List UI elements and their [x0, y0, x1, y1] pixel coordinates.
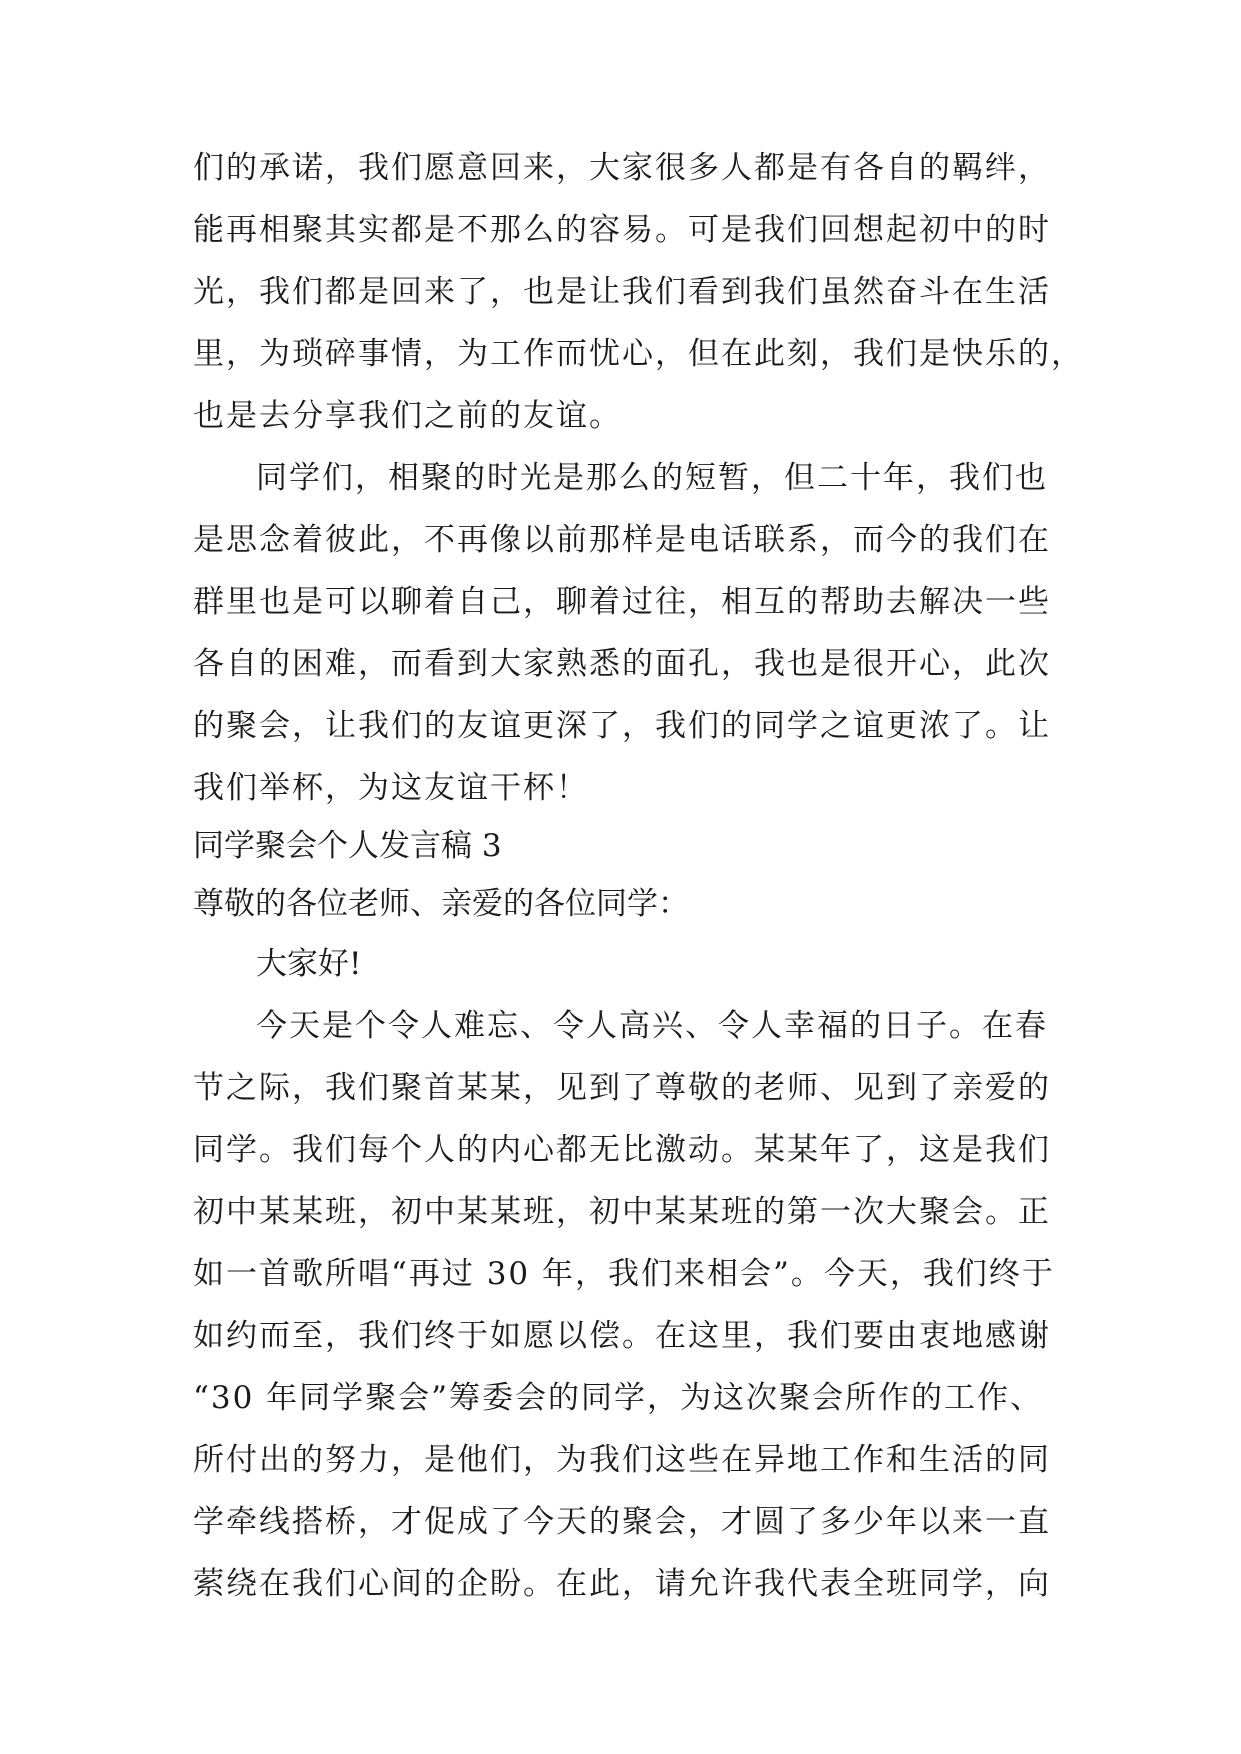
salutation: 尊敬的各位老师、亲爱的各位同学： — [193, 886, 689, 922]
text-line: 同学们，相聚的时光是那么的短暂，但二十年，我们也 — [256, 460, 1048, 496]
text-line: 们的承诺，我们愿意回来，大家很多人都是有各自的羁绊， — [193, 150, 1051, 186]
text-line: 节之际，我们聚首某某，见到了尊敬的老师、见到了亲爱的 — [193, 1070, 1051, 1106]
text-line: 光，我们都是回来了，也是让我们看到我们虽然奋斗在生活 — [193, 274, 1051, 310]
text-line: 同学。我们每个人的内心都无比激动。某某年了，这是我们 — [193, 1132, 1051, 1168]
text-line: 如约而至，我们终于如愿以偿。在这里，我们要由衷地感谢 — [193, 1318, 1051, 1354]
section-title: 同学聚会个人发言稿 3 — [193, 828, 502, 864]
text-line: 我们举杯，为这友谊干杯！ — [193, 770, 589, 806]
text-line: 能再相聚其实都是不那么的容易。可是我们回想起初中的时 — [193, 212, 1051, 248]
text-line: 今天是个令人难忘、令人高兴、令人幸福的日子。在春 — [256, 1008, 1048, 1044]
text-line: 如一首歌所唱“再过 30 年，我们来相会”。今天，我们终于 — [193, 1256, 1055, 1292]
text-line: “30 年同学聚会”筹委会的同学，为这次聚会所作的工作、 — [193, 1380, 1043, 1416]
text-line: 也是去分享我们之前的友谊。 — [193, 398, 622, 434]
text-line: 萦绕在我们心间的企盼。在此，请允许我代表全班同学，向 — [193, 1566, 1051, 1602]
text-line: 所付出的努力，是他们，为我们这些在异地工作和生活的同 — [193, 1442, 1051, 1478]
text-line: 群里也是可以聊着自己，聊着过往，相互的帮助去解决一些 — [193, 584, 1051, 620]
text-line: 学牵线搭桥，才促成了今天的聚会，才圆了多少年以来一直 — [193, 1504, 1051, 1540]
text-line: 的聚会，让我们的友谊更深了，我们的同学之谊更浓了。让 — [193, 708, 1051, 744]
text-line: 里，为琐碎事情，为工作而忧心，但在此刻，我们是快乐的， — [193, 336, 1084, 372]
text-line: 是思念着彼此，不再像以前那样是电话联系，而今的我们在 — [193, 522, 1051, 558]
text-line: 各自的困难，而看到大家熟悉的面孔，我也是很开心，此次 — [193, 646, 1051, 682]
greeting: 大家好! — [256, 946, 362, 982]
text-line: 初中某某班，初中某某班，初中某某班的第一次大聚会。正 — [193, 1194, 1051, 1230]
